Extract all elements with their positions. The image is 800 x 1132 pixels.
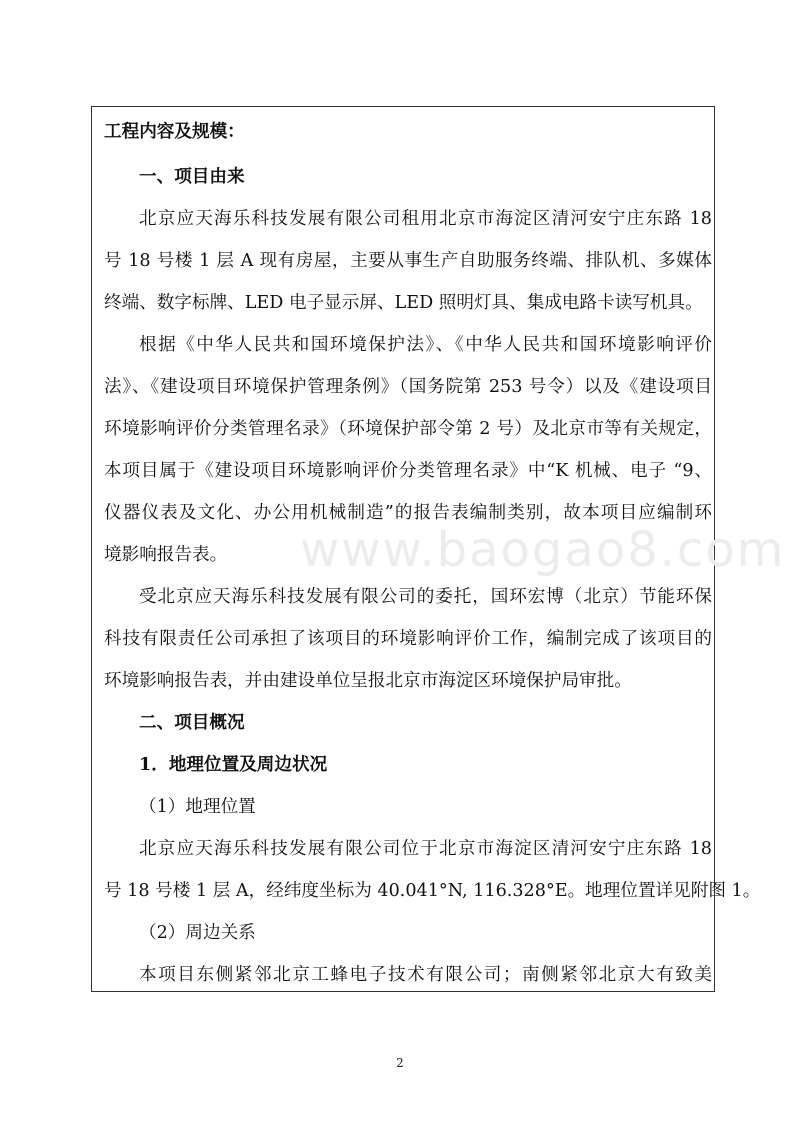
section-title: 工程内容及规模：: [104, 121, 245, 142]
paragraph-line: 北京应天海乐科技发展有限公司租用北京市海淀区清河安宁庄东路 18: [139, 209, 712, 229]
paragraph-line: 法》、《建设项目环境保护管理条例》（国务院第 253 号令）以及《建设项目: [104, 377, 712, 397]
paragraph-line: 环境影响评价分类管理名录》（环境保护部令第 2 号）及北京市等有关规定，: [104, 419, 712, 439]
page-number: 2: [396, 1056, 404, 1070]
paragraph-line: 北京应天海乐科技发展有限公司位于北京市海淀区清河安宁庄东路 18: [139, 839, 712, 859]
paragraph-line: 境影响报告表。: [104, 545, 228, 565]
paragraph-line: 本项目属于《建设项目环境影响评价分类管理名录》中“K 机械、电子 “9、: [104, 461, 712, 481]
watermark: www.baogao8.com: [300, 522, 786, 578]
paragraph-line: 科技有限责任公司承担了该项目的环境影响评价工作，编制完成了该项目的: [104, 629, 712, 649]
heading-project-overview: 二、项目概况: [139, 712, 245, 733]
paragraph-line: 受北京应天海乐科技发展有限公司的委托，国环宏博（北京）节能环保: [139, 587, 712, 607]
paragraph-line: 仪器仪表及文化、办公用机械制造”的报告表编制类别，故本项目应编制环: [104, 503, 712, 523]
subheading-geographic-location: （1）地理位置: [139, 797, 256, 817]
paragraph-line: 终端、数字标牌、LED 电子显示屏、LED 照明灯具、集成电路卡读写机具。: [104, 293, 703, 313]
paragraph-line: 根据《中华人民共和国环境保护法》、《中华人民共和国环境影响评价: [139, 335, 712, 355]
paragraph-line: 号 18 号楼 1 层 A 现有房屋，主要从事生产自助服务终端、排队机、多媒体: [104, 251, 712, 271]
subheading-surroundings: （2）周边关系: [139, 923, 256, 943]
heading-location: 1．地理位置及周边状况: [139, 754, 328, 775]
paragraph-line: 号 18 号楼 1 层 A，经纬度坐标为 40.041°N, 116.328°E。地理位置详见附图 1。: [104, 881, 761, 901]
heading-project-origin: 一、项目由来: [139, 166, 245, 187]
paragraph-line: 本项目东侧紧邻北京工蜂电子技术有限公司；南侧紧邻北京大有致美: [139, 965, 712, 985]
paragraph-line: 环境影响报告表，并由建设单位呈报北京市海淀区环境保护局审批。: [104, 671, 632, 691]
